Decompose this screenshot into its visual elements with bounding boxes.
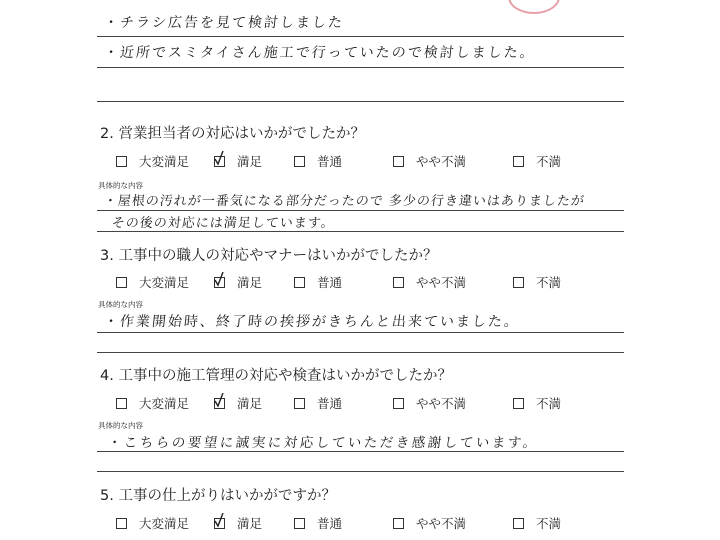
option-label: 普通 [317, 516, 343, 531]
checkbox[interactable] [294, 156, 305, 167]
check-mark-icon [214, 272, 224, 287]
option-somewhat-dissatisfied[interactable] [393, 273, 466, 291]
option-label: 不満 [536, 154, 562, 169]
question-title: 2. 営業担当者の対応はいかがでしたか？ [100, 126, 365, 142]
answer-rule [97, 101, 624, 102]
option-dissatisfied[interactable] [513, 514, 561, 532]
option-label: 普通 [317, 396, 343, 411]
answer-rule [97, 210, 624, 211]
checkbox[interactable] [393, 518, 404, 529]
option-label: 満足 [237, 396, 263, 411]
handwritten-answer: ・チラシ広告を見て検討しました [103, 15, 345, 31]
option-neutral[interactable] [294, 273, 342, 291]
option-very-satisfied[interactable] [116, 394, 189, 412]
checkbox[interactable] [294, 398, 305, 409]
question-title: 3. 工事中の職人の対応やマナーはいかがでしたか？ [100, 248, 438, 264]
checkbox-checked[interactable] [214, 398, 225, 409]
checkbox[interactable] [513, 518, 524, 529]
checkbox[interactable] [393, 156, 404, 167]
checkbox[interactable] [116, 518, 127, 529]
answer-rule [97, 471, 624, 472]
answer-rule [97, 332, 624, 333]
answer-rule [97, 67, 624, 68]
answer-rule [97, 231, 624, 232]
option-label: やや不満 [416, 275, 467, 290]
stamp-seal [508, 0, 560, 14]
checkbox[interactable] [294, 518, 305, 529]
handwritten-answer: ・屋根の汚れが一番気になる部分だったので 多少の行き違いはありましたが [103, 194, 586, 209]
option-label: 不満 [536, 516, 562, 531]
option-dissatisfied[interactable] [513, 273, 561, 291]
checkbox[interactable] [116, 398, 127, 409]
checkbox-checked[interactable] [214, 518, 225, 529]
option-label: やや不満 [416, 154, 467, 169]
checkbox-checked[interactable] [214, 277, 225, 288]
detail-label: 具体的な内容 [98, 421, 143, 430]
option-label: 大変満足 [139, 154, 190, 169]
option-very-satisfied[interactable] [116, 152, 189, 170]
detail-label: 具体的な内容 [98, 181, 143, 190]
option-somewhat-dissatisfied[interactable] [393, 394, 466, 412]
checkbox[interactable] [513, 277, 524, 288]
question-title: 5. 工事の仕上がりはいかがですか？ [100, 488, 336, 504]
option-neutral[interactable] [294, 514, 342, 532]
check-mark-icon [214, 513, 224, 528]
option-somewhat-dissatisfied[interactable] [393, 152, 466, 170]
handwritten-answer: ・近所でスミタイさん施工で行っていたので検討しました。 [103, 45, 537, 61]
question-title: 4. 工事中の施工管理の対応や検査はいかがでしたか？ [100, 368, 452, 384]
handwritten-answer: ・作業開始時、終了時の挨拶がきちんと出来ていました。 [103, 314, 521, 330]
handwritten-answer: ・こちらの要望に誠実に対応していただき感謝しています。 [106, 435, 540, 451]
checkbox[interactable] [116, 156, 127, 167]
option-label: やや不満 [416, 516, 467, 531]
option-satisfied[interactable] [214, 152, 262, 170]
checkbox-checked[interactable] [214, 156, 225, 167]
option-dissatisfied[interactable] [513, 152, 561, 170]
checkbox[interactable] [513, 156, 524, 167]
answer-rule [97, 352, 624, 353]
detail-label: 具体的な内容 [98, 300, 143, 309]
checkbox[interactable] [393, 277, 404, 288]
option-label: 満足 [237, 516, 263, 531]
option-satisfied[interactable] [214, 273, 262, 291]
option-neutral[interactable] [294, 152, 342, 170]
handwritten-answer: その後の対応には満足しています。 [111, 216, 336, 231]
option-very-satisfied[interactable] [116, 514, 189, 532]
option-label: 大変満足 [139, 516, 190, 531]
option-satisfied[interactable] [214, 394, 262, 412]
answer-rule [97, 451, 624, 452]
check-mark-icon [214, 151, 224, 166]
option-label: 大変満足 [139, 396, 190, 411]
option-neutral[interactable] [294, 394, 342, 412]
option-label: 不満 [536, 275, 562, 290]
option-somewhat-dissatisfied[interactable] [393, 514, 466, 532]
option-label: 普通 [317, 154, 343, 169]
option-very-satisfied[interactable] [116, 273, 189, 291]
checkbox[interactable] [116, 277, 127, 288]
option-label: 満足 [237, 154, 263, 169]
option-label: 満足 [237, 275, 263, 290]
answer-rule [97, 36, 624, 37]
check-mark-icon [214, 393, 224, 408]
option-label: 大変満足 [139, 275, 190, 290]
option-satisfied[interactable] [214, 514, 262, 532]
checkbox[interactable] [294, 277, 305, 288]
checkbox[interactable] [393, 398, 404, 409]
option-dissatisfied[interactable] [513, 394, 561, 412]
option-label: やや不満 [416, 396, 467, 411]
option-label: 普通 [317, 275, 343, 290]
option-label: 不満 [536, 396, 562, 411]
checkbox[interactable] [513, 398, 524, 409]
